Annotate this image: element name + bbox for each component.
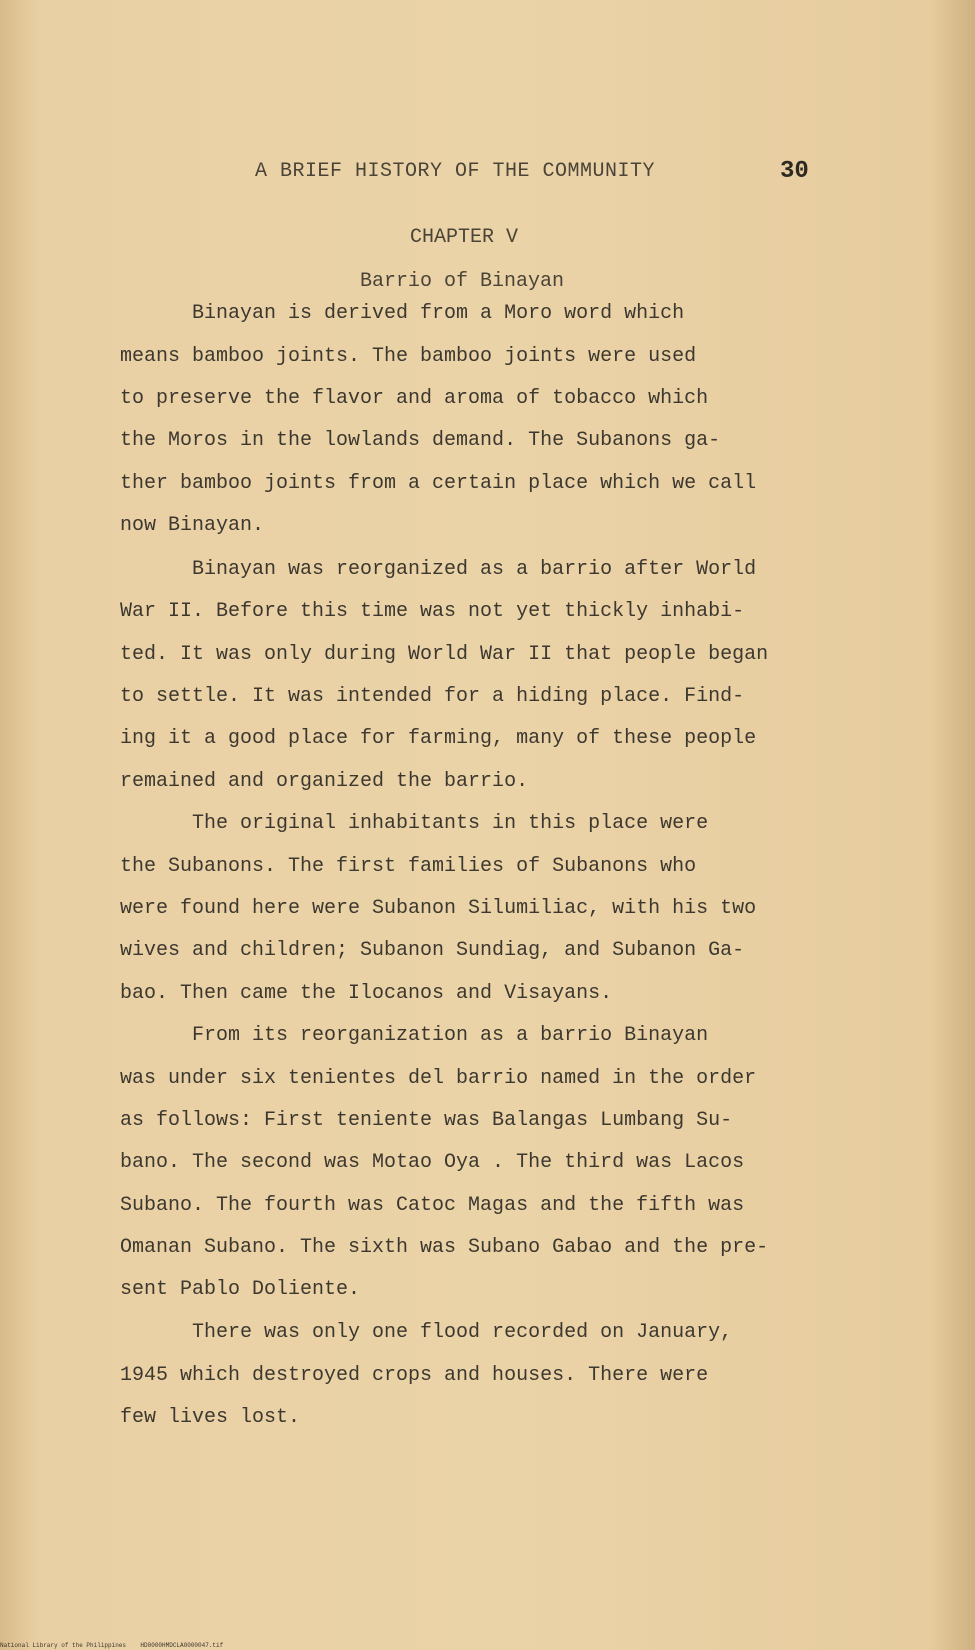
- text-line: sent Pablo Doliente.: [120, 1278, 361, 1301]
- text-line: War II. Before this time was not yet thickly inhabi-: [120, 600, 745, 623]
- scan-footer: National Library of the Philippines HD0000HMDCLA0000047.tif: [0, 1642, 224, 1649]
- text-line: the Moros in the lowlands demand. The Subanons ga-: [120, 429, 721, 452]
- text-line: Binayan was reorganized as a barrio after World: [120, 558, 757, 581]
- text-line: ted. It was only during World War II that people began: [120, 643, 769, 666]
- text-line: Subano. The fourth was Catoc Magas and the fifth was: [120, 1194, 745, 1217]
- text-line: to preserve the flavor and aroma of tobacco which: [120, 387, 709, 410]
- text-line: few lives lost.: [120, 1406, 301, 1429]
- text-line: ing it a good place for farming, many of these people: [120, 727, 757, 750]
- text-line: the Subanons. The first families of Subanons who: [120, 855, 697, 878]
- text-line: ther bamboo joints from a certain place which we call: [120, 472, 757, 495]
- text-line: From its reorganization as a barrio Binayan: [120, 1024, 709, 1047]
- text-line: as follows: First teniente was Balangas Lumbang Su-: [120, 1109, 733, 1132]
- text-line: Omanan Subano. The sixth was Subano Gabao and the pre-: [120, 1236, 769, 1259]
- text-line: now Binayan.: [120, 514, 265, 537]
- text-line: 1945 which destroyed crops and houses. There were: [120, 1364, 709, 1387]
- text-line: remained and organized the barrio.: [120, 770, 529, 793]
- text-line: were found here were Subanon Silumiliac, with his two: [120, 897, 757, 920]
- chapter-heading: CHAPTER V: [410, 226, 519, 249]
- text-line: was under six tenientes del barrio named in the order: [120, 1067, 757, 1090]
- text-line: bano. The second was Motao Oya . The third was Lacos: [120, 1151, 745, 1174]
- page-number: 30: [780, 158, 809, 185]
- text-line: bao. Then came the Ilocanos and Visayans.: [120, 982, 613, 1005]
- text-line: wives and children; Subanon Sundiag, and Subanon Ga-: [120, 939, 745, 962]
- text-line: to settle. It was intended for a hiding place. Find-: [120, 685, 745, 708]
- page-title: A BRIEF HISTORY OF THE COMMUNITY: [255, 160, 656, 183]
- text-line: The original inhabitants in this place were: [120, 812, 709, 835]
- text-line: There was only one flood recorded on January,: [120, 1321, 733, 1344]
- text-line: Binayan is derived from a Moro word which: [120, 302, 685, 325]
- text-line: means bamboo joints. The bamboo joints were used: [120, 345, 697, 368]
- section-subtitle: Barrio of Binayan: [360, 270, 565, 293]
